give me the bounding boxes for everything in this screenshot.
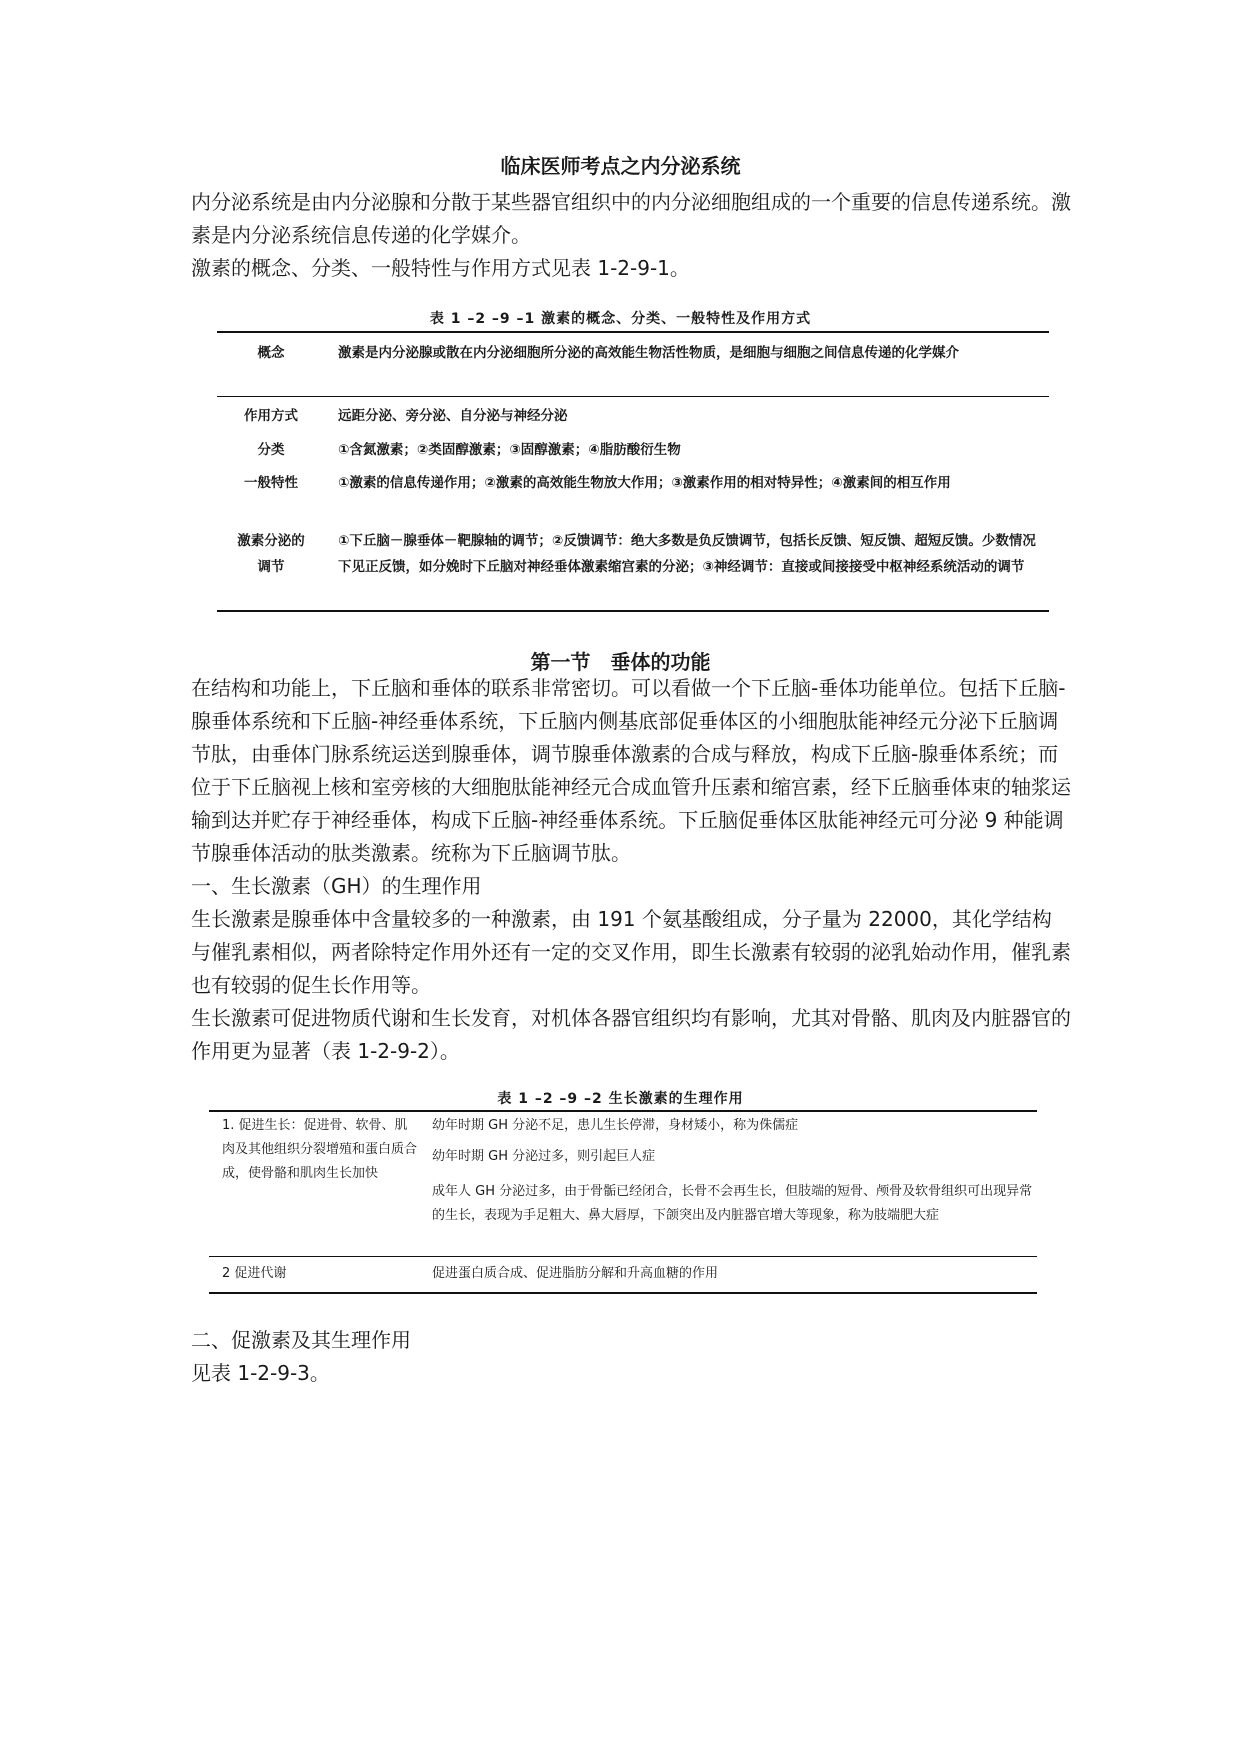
table2-row1-item-3: 成年人 GH 分泌过多，由于骨骺已经闭合，长骨不会再生长，但肢端的短骨、颅骨及软骨组织可出现异常的生长，表现为手足粗大、鼻大唇厚，下颌突出及内脏器官增大等现象，称为肢端肥大症 bbox=[432, 1184, 1033, 1223]
table1-content-concept: 激素是内分泌腺或散在内分泌细胞所分泌的高效能生物活性物质，是细胞与细胞之间信息传递的化学媒介 bbox=[338, 345, 959, 361]
gh-paragraph-1: 生长激素是腺垂体中含量较多的一种激素，由 191 个氨基酸组成，分子量为 22000，其化学结构与催乳素相似，两者除特定作用外还有一定的交叉作用，即生长激素有较弱的泌乳始动作用，催乳素也有较弱的促生长作用等。 bbox=[191, 907, 1071, 997]
table2-caption: 表 1 –2 –9 –2 生长激素的生理作用 bbox=[497, 1091, 744, 1107]
table1-label-properties: 一般特性 bbox=[244, 475, 298, 491]
section1-paragraph: 在结构和功能上，下丘脑和垂体的联系非常密切。可以看做一个下丘脑-垂体功能单位。包括下丘脑-腺垂体系统和下丘脑-神经垂体系统，下丘脑内侧基底部促垂体区的小细胞肽能神经元分泌下丘脑调节肽，由垂体门脉系统运送到腺垂体，调节腺垂体激素的合成与释放，构成下丘脑-腺垂体系统；而位于下丘脑视上核和室旁核的大细胞肽能神经元合成血管升压素和缩宫素，经下丘脑垂体束的轴浆运输到达并贮存于神经垂体，构成下丘脑-神经垂体系统。下丘脑促垂体区肽能神经元可分泌 9 种能调节腺垂体活动的肽类激素。统称为下丘脑调节肽。 bbox=[191, 676, 1071, 865]
table2-row1-label: 1. 促进生长：促进骨、软骨、肌肉及其他组织分裂增殖和蛋白质合成，使骨骼和肌肉生长加快 bbox=[222, 1118, 418, 1181]
table2-row2-content: 促进蛋白质合成、促进脂肪分解和升高血糖的作用 bbox=[432, 1266, 719, 1281]
table1-label-mode: 作用方式 bbox=[244, 408, 298, 424]
table1-content-properties: ①激素的信息传递作用；②激素的高效能生物放大作用；③激素作用的相对特异性；④激素间的相互作用 bbox=[338, 475, 951, 491]
document-title: 临床医师考点之内分泌系统 bbox=[500, 154, 741, 178]
table1-content-class: ①含氮激素；②类固醇激素；③固醇激素；④脂肪酸衍生物 bbox=[338, 442, 681, 458]
table1-label-concept: 概念 bbox=[257, 345, 285, 361]
table1-divider bbox=[217, 396, 1049, 397]
section1-title: 第一节 垂体的功能 bbox=[530, 650, 711, 674]
table2-divider bbox=[209, 1256, 1037, 1257]
gh-paragraph-2: 生长激素可促进物质代谢和生长发育，对机体各器官组织均有影响，尤其对骨骼、肌肉及内脏器官的作用更为显著（表 1-2-9-2）。 bbox=[191, 1006, 1071, 1063]
table1-top-rule bbox=[217, 331, 1049, 333]
table2-row1-item-2: 幼年时期 GH 分泌过多，则引起巨人症 bbox=[432, 1149, 656, 1164]
table2-row2-label: 2 促进代谢 bbox=[222, 1266, 287, 1281]
table2-bottom-rule bbox=[209, 1292, 1037, 1294]
table1-content-mode: 远距分泌、旁分泌、自分泌与神经分泌 bbox=[338, 408, 568, 424]
table1-caption: 表 1 –2 –9 –1 激素的概念、分类、一般特性及作用方式 bbox=[429, 311, 812, 327]
section2-heading: 二、促激素及其生理作用 bbox=[191, 1328, 411, 1352]
table2-top-rule bbox=[209, 1110, 1037, 1112]
intro-table-reference: 激素的概念、分类、一般特性与作用方式见表 1-2-9-1。 bbox=[191, 256, 690, 280]
table1-label-class: 分类 bbox=[257, 442, 285, 458]
table1-label-regulation: 激素分泌的调节 bbox=[237, 533, 305, 575]
table1-content-regulation: ①下丘脑－腺垂体－靶腺轴的调节；②反馈调节：绝大多数是负反馈调节，包括长反馈、短反馈、超短反馈。少数情况下见正反馈，如分娩时下丘脑对神经垂体激素缩宫素的分泌；③神经调节：直接或间接接受中枢神经系统活动的调节 bbox=[338, 533, 1036, 575]
gh-heading: 一、生长激素（GH）的生理作用 bbox=[191, 874, 482, 898]
intro-paragraph: 内分泌系统是由内分泌腺和分散于某些器官组织中的内分泌细胞组成的一个重要的信息传递系统。激素是内分泌系统信息传递的化学媒介。 bbox=[191, 190, 1071, 247]
table2-row1-item-1: 幼年时期 GH 分泌不足，患儿生长停滞，身材矮小，称为侏儒症 bbox=[432, 1118, 799, 1133]
table1-bottom-rule bbox=[217, 610, 1049, 612]
section2-table-reference: 见表 1-2-9-3。 bbox=[191, 1361, 330, 1385]
